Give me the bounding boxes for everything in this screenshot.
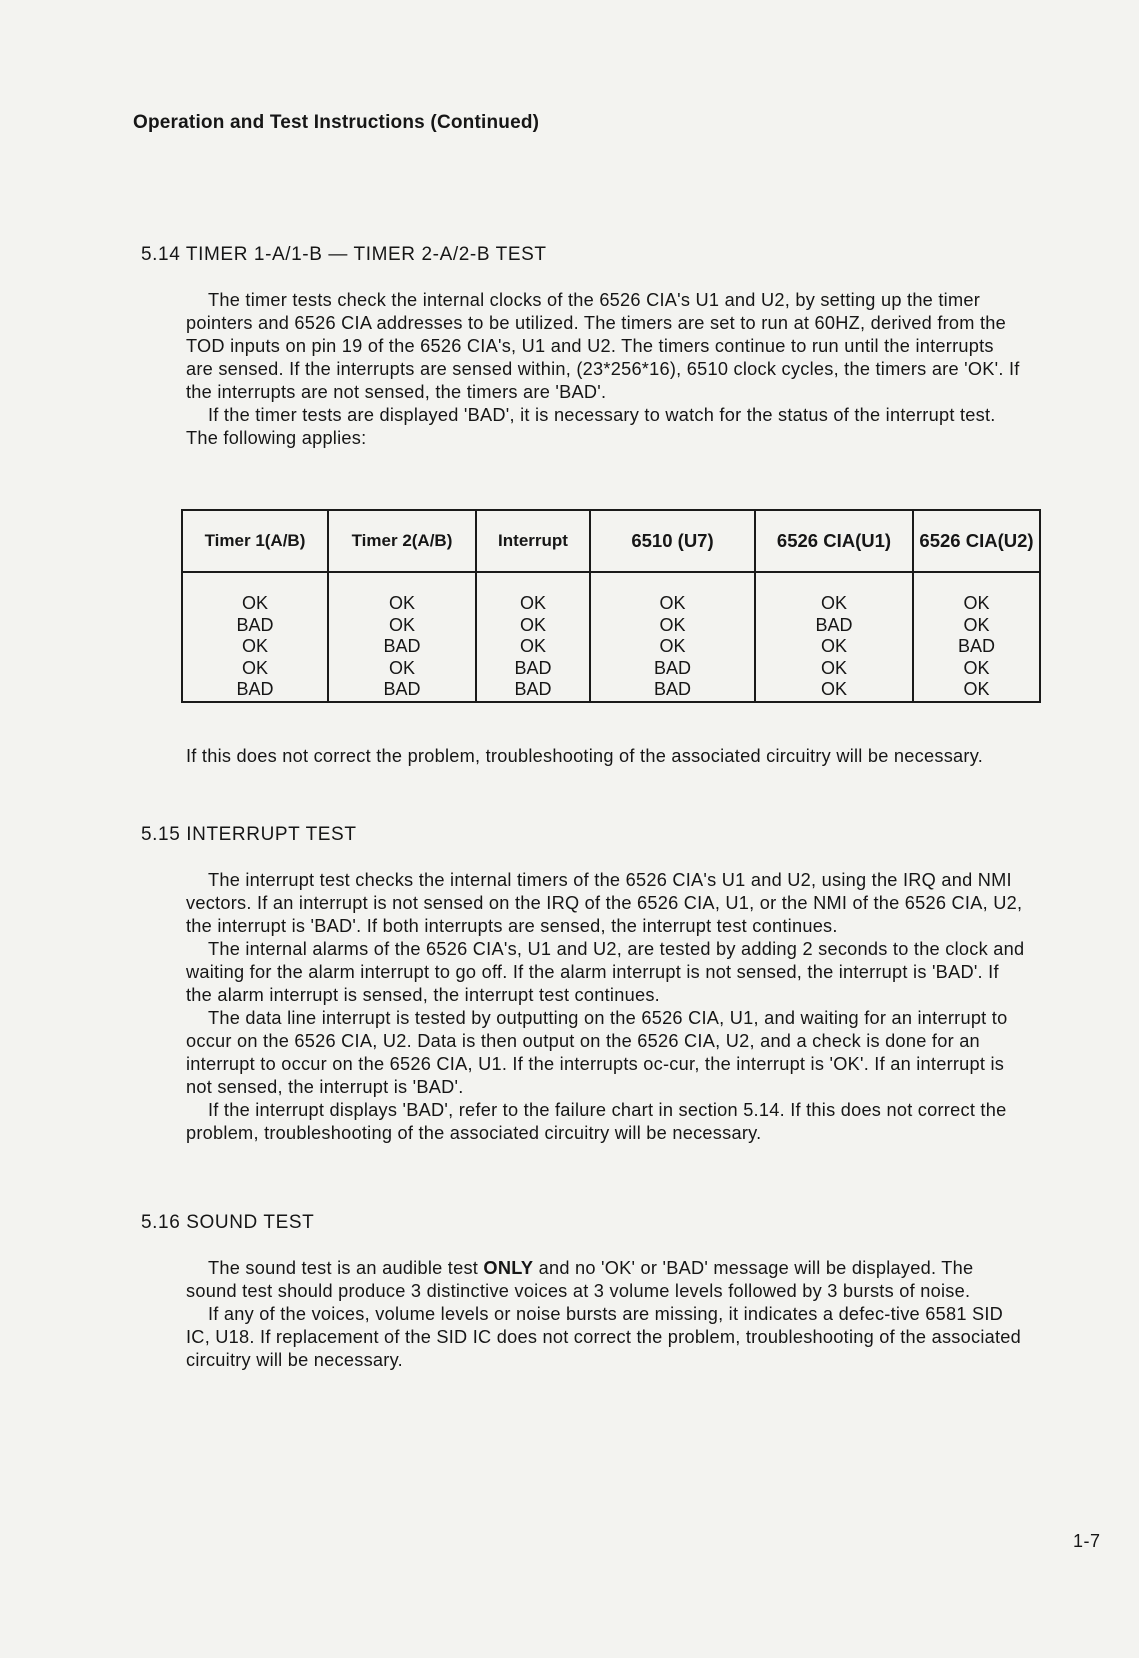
section-5-14-body [186,289,1026,450]
table-column [183,573,329,703]
section-heading-5-15: 5.15 INTERRUPT TEST [141,824,357,845]
table-column [329,573,477,703]
table-cell: OK [388,614,415,635]
table-cell: OK [241,636,268,656]
section-5-15-body [186,869,1026,1145]
table-column [756,573,914,703]
section-heading-5-16: 5.16 SOUND TEST [141,1212,315,1233]
table-cell: OK [519,636,546,656]
table-cell: OK [963,679,990,699]
table-cell: BAD [815,614,853,635]
paragraph: The internal alarms of the 6526 CIA's, U1 and U2, are tested by adding 2 seconds to the clock and waiting for the alarm interrupt to go off. If the alarm interrupt is not sensed, the interrupt is 'BAD'. If the alarm interrupt is sensed, the interrupt test continues. [186,939,1025,1005]
table-cell: BAD [957,636,995,656]
table-cell: OK [820,657,847,678]
column-header: Timer 2(A/B) [329,511,477,571]
table-header-row [183,511,1039,573]
paragraph: If any of the voices, volume levels or noise bursts are missing, it indicates a defec-tive 6581 SID IC, U18. If replacement of the SID IC does not correct the problem, troubleshooting of the associated circuitry will be necessary. [186,1304,1022,1370]
table-cell: OK [963,657,990,678]
table-cell: OK [388,593,415,613]
table-cell: OK [241,657,268,678]
column-header: 6526 CIA(U2) [919,530,1034,551]
table-cell: BAD [383,636,421,656]
table-cell: OK [963,614,990,635]
table-cell: OK [519,614,546,635]
table-cell: OK [659,593,686,613]
paragraph: If the timer tests are displayed 'BAD', it is necessary to watch for the status of the interrupt test. The following applies: [186,405,996,448]
paragraph: The timer tests check the internal clocks of the 6526 CIA's U1 and U2, by setting up the timer pointers and 6526 CIA addresses to be utilized. The timers are set to run at 60HZ, derived from the TOD inputs on pin 19 of the 6526 CIA's, U1 and U2. The timers continue to run until the interrupts are sensed. If the interrupts are sensed within, (23*256*16), 6510 clock cycles, the timers are 'OK'. If the interrupts are not sensed, the timers are 'BAD'. [186,290,1020,402]
table-cell: BAD [383,679,421,699]
text-run: and no 'OK' or 'BAD' message will be displayed. The sound test should produce 3 distinctive voices at 3 volume levels followed by 3 bursts of noise. [186,1258,974,1301]
table-cell: OK [820,636,847,656]
table-cell: OK [963,593,990,613]
table-cell: BAD [236,614,274,635]
table-column [591,573,756,703]
paragraph [186,1257,1026,1303]
page-number: 1-7 [1073,1531,1101,1551]
table-cell: BAD [514,657,552,678]
table-cell: BAD [653,657,691,678]
column-header: 6510 (U7) [591,511,756,571]
section-heading-5-14: 5.14 TIMER 1-A/1-B — TIMER 2-A/2-B TEST [141,244,547,265]
section-5-16-body [186,1257,1026,1372]
paragraph: If this does not correct the problem, troubleshooting of the associated circuitry will be necessary. [186,746,983,766]
section-5-14-footer [186,745,1026,768]
table-cell: OK [820,679,847,699]
failure-chart-table [181,509,1041,703]
column-header: Timer 1(A/B) [183,511,329,571]
table-cell: OK [241,593,268,613]
table-column [477,573,591,703]
paragraph: The interrupt test checks the internal timers of the 6526 CIA's U1 and U2, using the IRQ and NMI vectors. If an interrupt is not sensed on the IRQ of the 6526 CIA, U1, or the NMI of the 6526 CIA, U2, the interrupt is 'BAD'. If both interrupts are sensed, the interrupt test continues. [186,870,1023,936]
column-header: 6526 CIA(U1) [756,511,914,571]
table-cell: OK [388,657,415,678]
table-cell: OK [659,636,686,656]
table-cell: BAD [653,679,691,699]
table-cell: OK [519,593,546,613]
table-cell: OK [659,614,686,635]
page-header: Operation and Test Instructions (Continued) [133,112,540,133]
emphasis-only: ONLY [483,1258,534,1278]
paragraph: The data line interrupt is tested by outputting on the 6526 CIA, U1, and waiting for an interrupt to occur on the 6526 CIA, U2. Data is then output on the 6526 CIA, U2, and a check is done for an interrupt to occur on the 6526 CIA, U1. If the interrupts oc-cur, the interrupt is 'OK'. If an interrupt is not sensed, the interrupt is 'BAD'. [186,1008,1008,1097]
table-cell: OK [820,593,847,613]
paragraph: If the interrupt displays 'BAD', refer to the failure chart in section 5.14. If this does not correct the problem, troubleshooting of the associated circuitry will be necessary. [186,1100,1007,1143]
text-run: The sound test is an audible test [208,1258,484,1278]
table-cell: BAD [514,679,552,699]
table-body [183,573,1039,703]
table-column [914,573,1039,703]
table-cell: BAD [236,679,274,699]
column-header: Interrupt [477,511,591,571]
